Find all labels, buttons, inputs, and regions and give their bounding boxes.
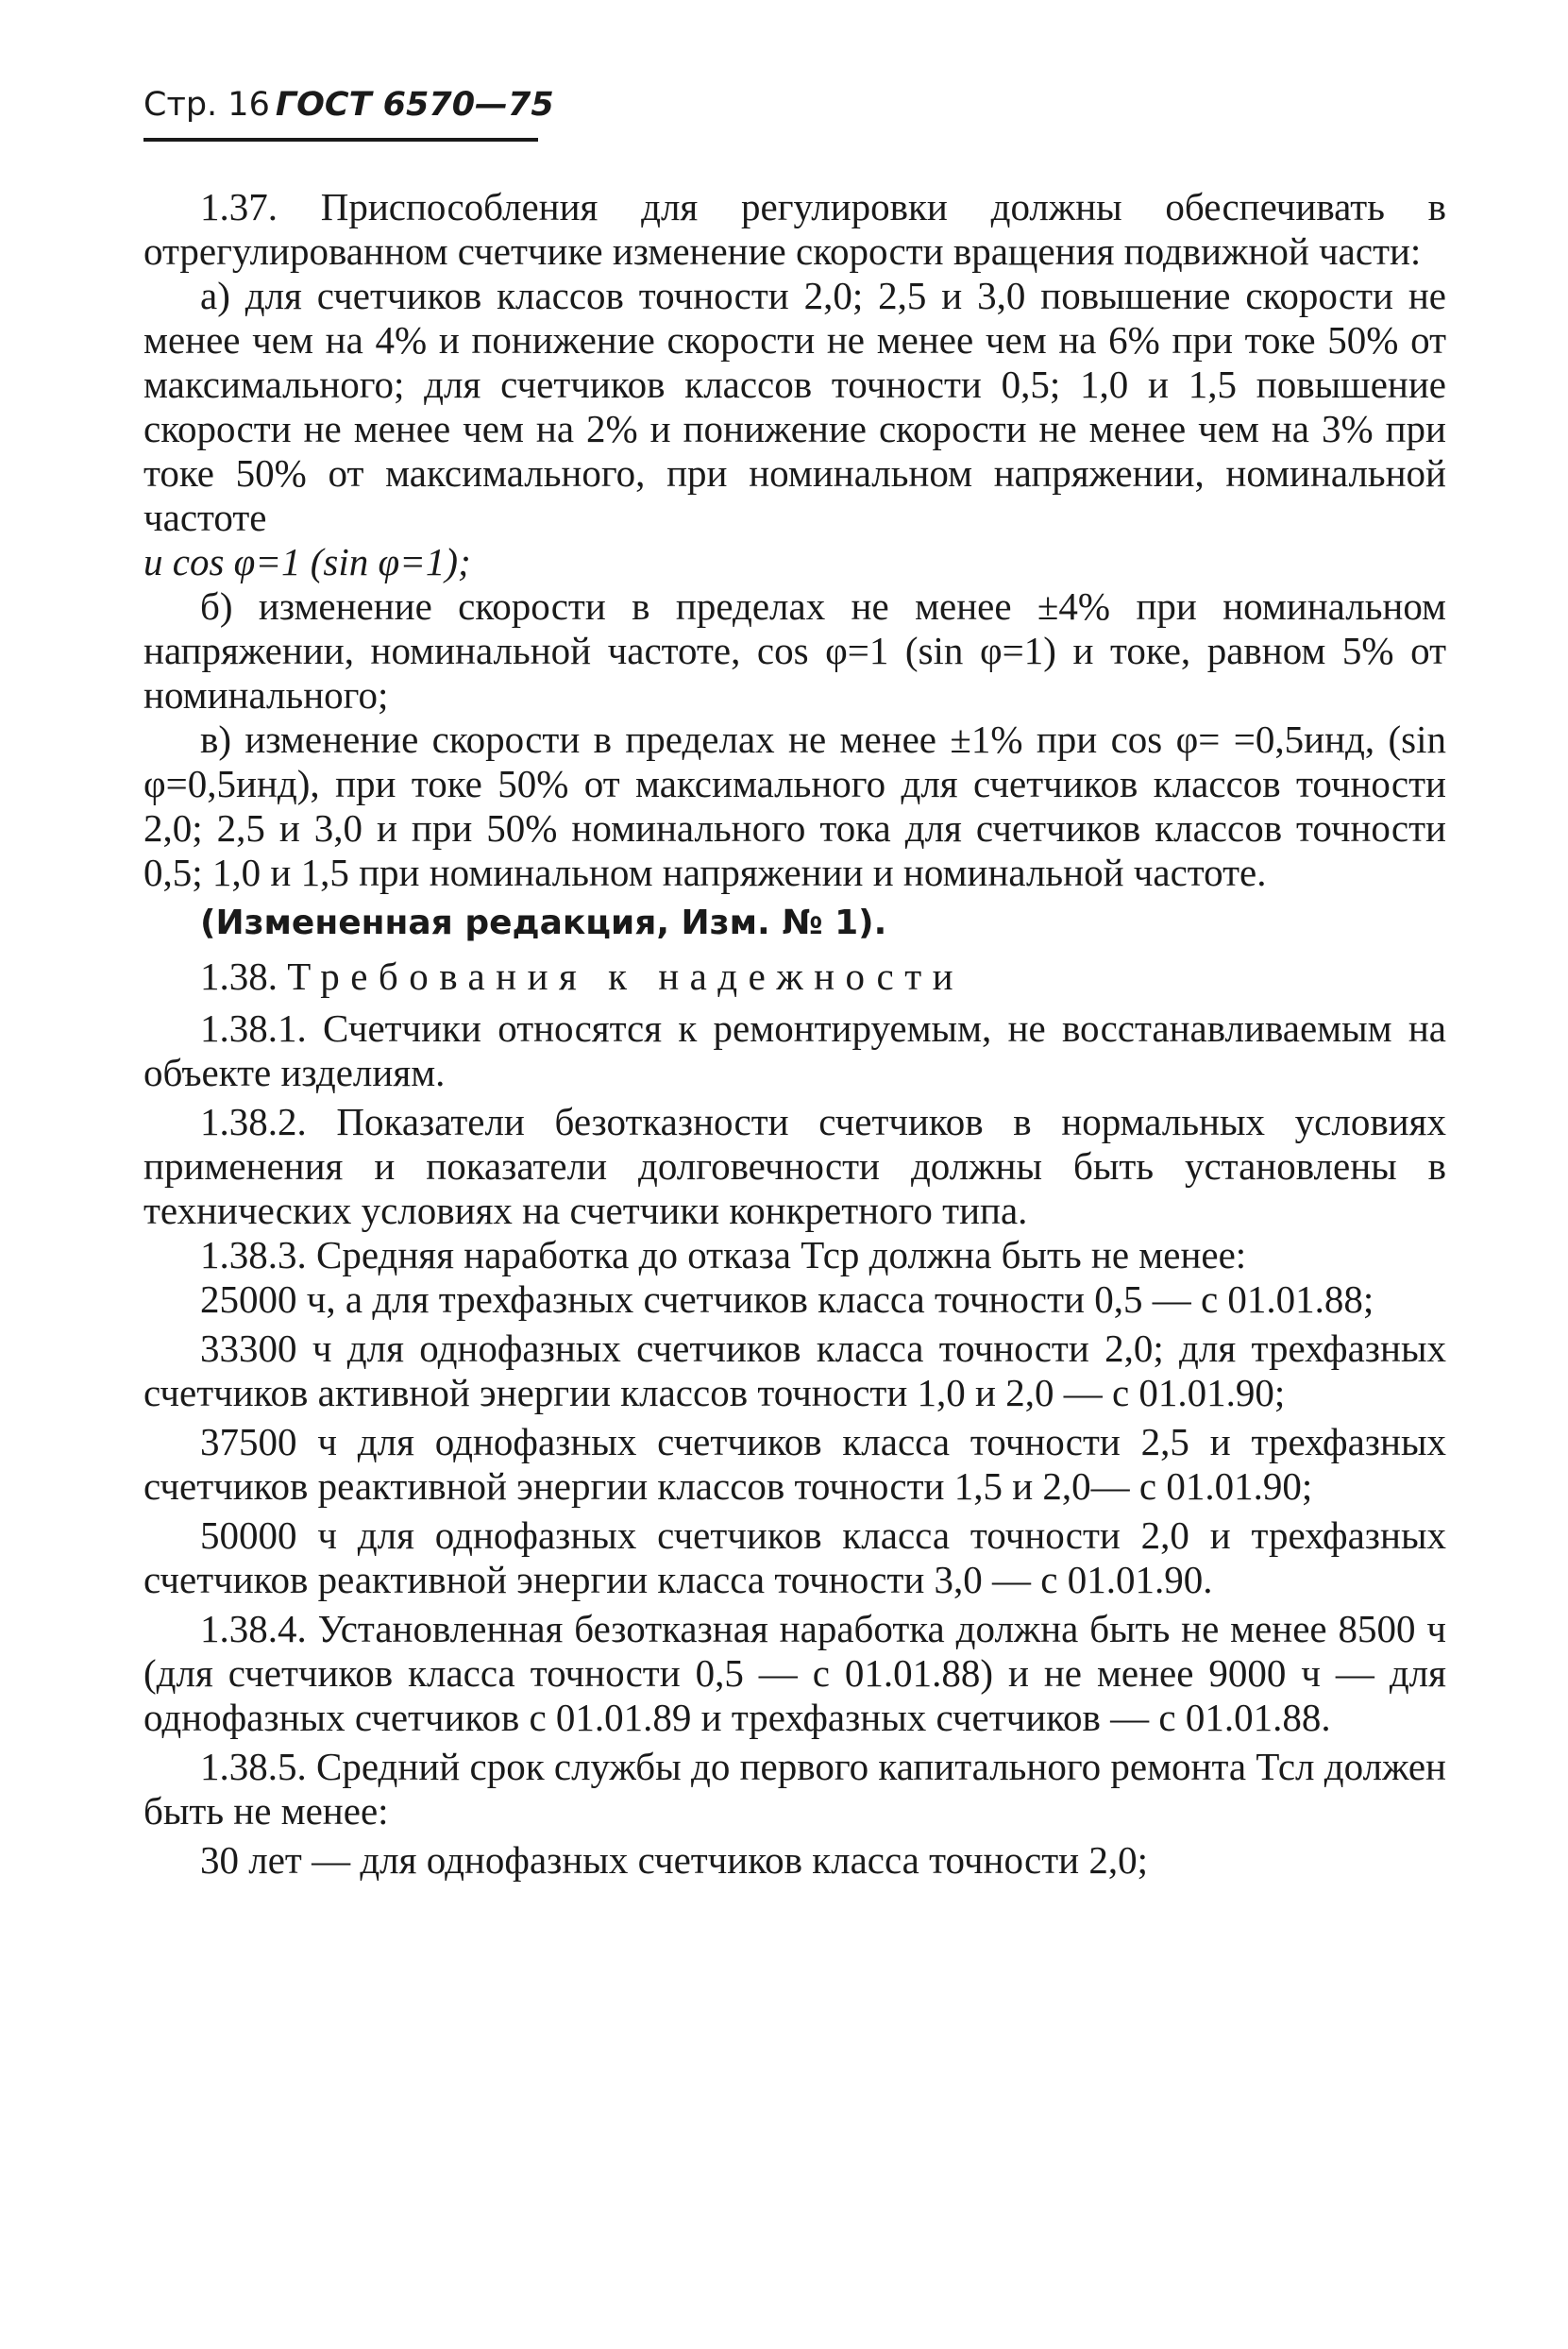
item-37500: 37500 ч для однофазных счетчиков класса точности 2,5 и трехфазных счетчиков реактивной энергии классов точности 1,5 и 2,0— с 01.01.90;: [143, 1420, 1446, 1508]
body-text: [143, 185, 1446, 1887]
page-header: [143, 81, 554, 128]
header-rule: [143, 138, 538, 142]
paragraph-1-37: 1.37. Приспособления для регулировки должны обеспечивать в отрегулированном счетчике изменение скорости вращения подвижной части:: [143, 185, 1446, 273]
doc-code: ГОСТ 6570—75: [275, 86, 554, 124]
section-1-38-heading: [143, 955, 1446, 999]
page-label: Стр. 16: [143, 86, 270, 124]
item-33300: 33300 ч для однофазных счетчиков класса точности 2,0; для трехфазных счетчиков активной энергии классов точности 1,0 и 2,0 — с 01.01.90;: [143, 1327, 1446, 1414]
section-number: 1.38.: [200, 955, 278, 998]
amendment-note: (Измененная редакция, Изм. № 1).: [200, 904, 887, 942]
paragraph-1-37-a-formula: и cos φ=1 (sin φ=1);: [143, 540, 471, 583]
paragraph-1-38-2: 1.38.2. Показатели безотказности счетчиков в нормальных условиях применения и показатели долговечности должны быть установлены в технических условиях на счетчики конкретного типа.: [143, 1100, 1446, 1232]
paragraph-1-38-4: 1.38.4. Установленная безотказная наработка должна быть не менее 8500 ч (для счетчиков класса точности 0,5 — с 01.01.88) и не менее 9000 ч — для однофазных счетчиков с 01.01.89 и трехфазных счетчиков — с 01.01.88.: [143, 1607, 1446, 1739]
item-30-years: 30 лет — для однофазных счетчиков класса точности 2,0;: [200, 1838, 1148, 1882]
paragraph-1-37-a: [143, 274, 1446, 584]
item-50000: 50000 ч для однофазных счетчиков класса точности 2,0 и трехфазных счетчиков реактивной энергии класса точности 3,0 — с 01.01.90.: [143, 1513, 1446, 1601]
paragraph-1-37-c: в) изменение скорости в пределах не менее ±1% при cos φ= =0,5инд, (sin φ=0,5инд), при токе 50% от максимального для счетчиков классов точности 2,0; 2,5 и 3,0 и при 50% номинального тока для счетчиков классов точности 0,5; 1,0 и 1,5 при номинальном напряжении и номинальной частоте.: [143, 718, 1446, 894]
paragraph-1-37-b: б) изменение скорости в пределах не менее ±4% при номинальном напряжении, номинальной частоте, cos φ=1 (sin φ=1) и токе, равном 5% от номинального;: [143, 584, 1446, 717]
paragraph-1-37-a-text: а) для счетчиков классов точности 2,0; 2,5 и 3,0 повышение скорости не менее чем на 4% и понижение скорости не менее чем на 6% при токе 50% от максимального; для счетчиков классов точности 0,5; 1,0 и 1,5 повышение скорости не менее чем на 2% и понижение скорости не менее чем на 3% при токе 50% от максимального, при номинальном напряжении, номинальной частоте: [143, 274, 1446, 539]
paragraph-1-38-3: 1.38.3. Средняя наработка до отказа Тср должна быть не менее:: [200, 1233, 1247, 1276]
item-25000: 25000 ч, а для трехфазных счетчиков класса точности 0,5 — с 01.01.88;: [200, 1277, 1374, 1321]
paragraph-1-38-5: 1.38.5. Средний срок службы до первого капитального ремонта Тсл должен быть не менее:: [143, 1745, 1446, 1833]
section-title: Требования к надежности: [287, 955, 965, 998]
paragraph-1-38-1: 1.38.1. Счетчики относятся к ремонтируемым, не восстанавливаемым на объекте изделиям.: [143, 1006, 1446, 1094]
